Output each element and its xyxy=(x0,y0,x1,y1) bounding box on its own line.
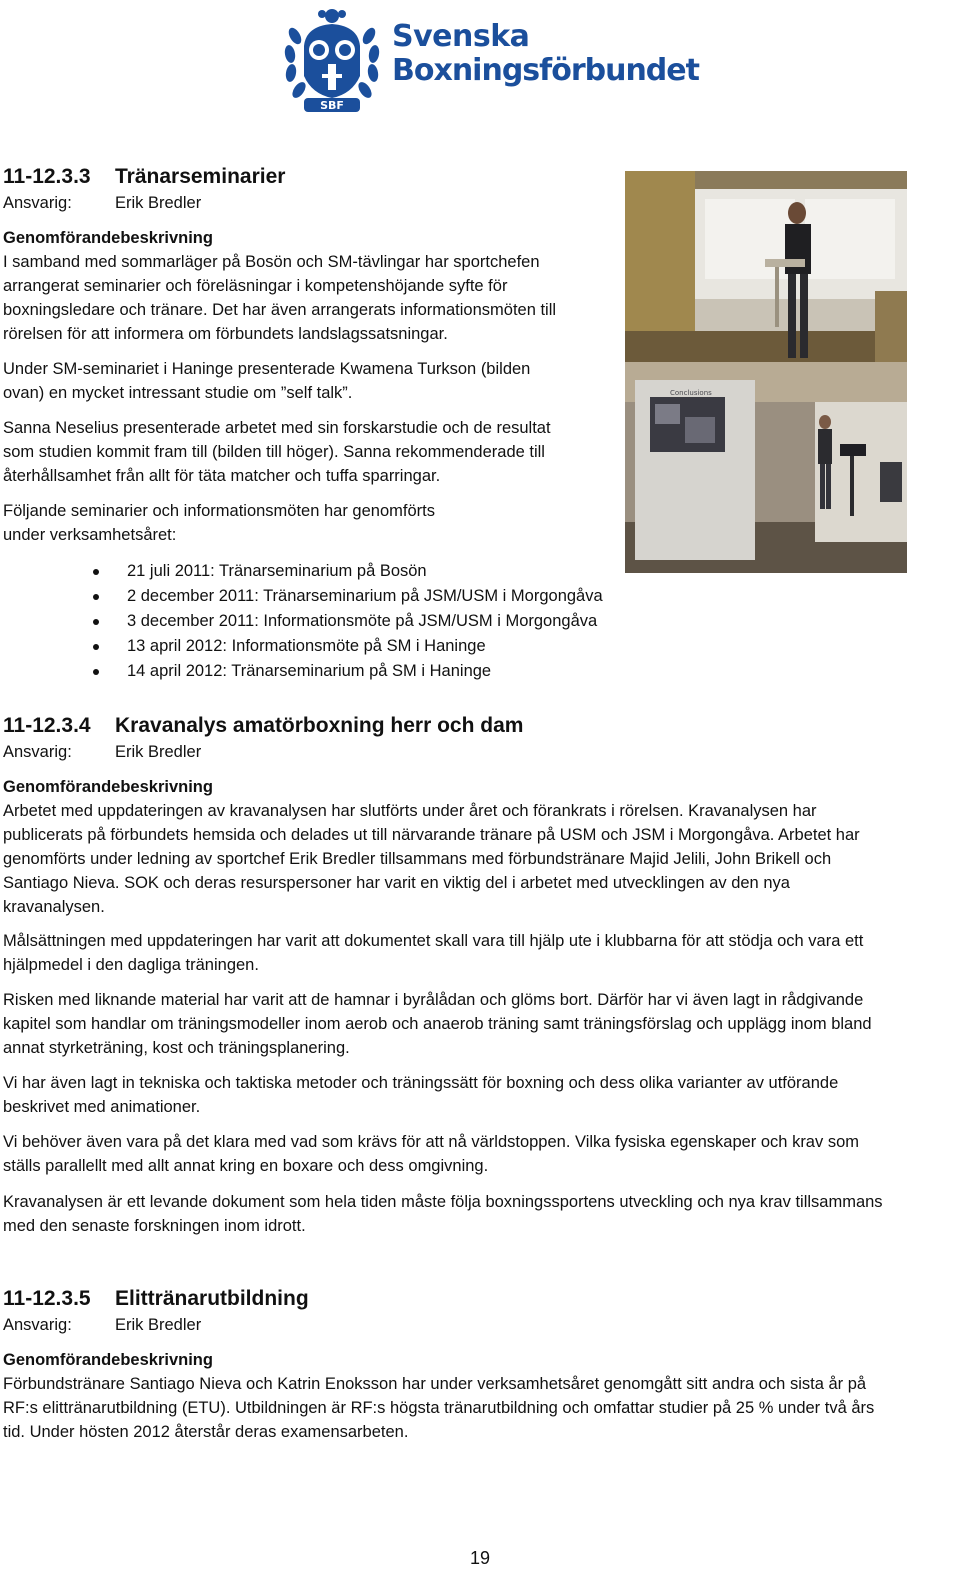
responsible-row xyxy=(3,191,201,215)
emblem-letters: SBF xyxy=(320,99,344,112)
text-line: Sanna Neselius presenterade arbetet med sin forskarstudie och de resultat xyxy=(3,419,551,437)
text-line: Santiago Nieva. SOK och deras resurspersoner har varit en viktig del i arbetet med utvecklingen av den nya xyxy=(3,874,790,892)
subheading: Genomförandebeskrivning xyxy=(3,778,213,796)
text-line: RF:s elittränarutbildning (ETU). Utbildningen är RF:s högsta tränarutbildning och omfattar studier på 25 % under två års xyxy=(3,1399,875,1417)
list-item xyxy=(0,609,603,634)
text-line: under verksamhetsåret: xyxy=(3,526,177,544)
list-item-text: 2 december 2011: Tränarseminarium på JSM/USM i Morgongåva xyxy=(127,587,603,605)
photo-presentation-screen xyxy=(625,362,907,573)
text-line: återhållsamhet från allt för täta matcher och tuffa sparringar. xyxy=(3,467,441,485)
text-line: Kravanalysen är ett levande dokument som hela tiden måste följa boxningssportens utveckling och nya krav tillsammans xyxy=(3,1193,883,1211)
subheading: Genomförandebeskrivning xyxy=(3,229,213,247)
text-line: Följande seminarier och informationsmöten har genomförts xyxy=(3,502,435,520)
text-line: Målsättningen med uppdateringen har varit att dokumentet skall vara till hjälp ute i klubbarna för att stödja och vara ett xyxy=(3,932,864,950)
text-line: Vi har även lagt in tekniska och taktiska metoder och träningssätt för boxning och dess olika varianter av utförande xyxy=(3,1074,839,1092)
text-line: publicerats på förbundets hemsida och delades ut till närvarande tränare på USM och JSM i Morgongåva. Arbetet har xyxy=(3,826,860,844)
paragraph xyxy=(3,1130,859,1178)
text-line: genomförts under ledning av sportchef Erik Bredler tillsammans med förbundstränare Majid Jelili, John Brikell och xyxy=(3,850,832,868)
list-item xyxy=(0,584,603,609)
list-item xyxy=(0,659,603,684)
bullet-icon xyxy=(93,594,99,600)
text-line: Risken med liknande material har varit att de hamnar i byrålådan och glöms bort. Därför har vi även lagt in rådgivande xyxy=(3,991,864,1009)
seminar-list xyxy=(0,559,603,684)
bullet-icon xyxy=(93,619,99,625)
section-number: 11-12.3.5 xyxy=(3,1287,91,1310)
logo-wordmark xyxy=(392,20,699,88)
paragraph xyxy=(3,799,860,919)
section-title: Kravanalys amatörboxning herr och dam xyxy=(115,714,524,737)
responsible-label: Ansvarig: xyxy=(3,743,72,761)
paragraph xyxy=(3,416,551,488)
paragraph xyxy=(3,1372,874,1444)
text-line: beskrivet med animationer. xyxy=(3,1098,201,1116)
list-item-text: 21 juli 2011: Tränarseminarium på Bosön xyxy=(127,562,427,580)
list-item xyxy=(0,634,603,659)
text-line: som studien kommit fram till (bilden till höger). Sanna rekommenderade till xyxy=(3,443,545,461)
text-line: rörelsen för att informera om förbundets landslagssatsningar. xyxy=(3,325,448,343)
page-number: 19 xyxy=(469,1548,491,1568)
svenska-boxningsforbundet-logo xyxy=(282,6,699,114)
list-item-text: 14 april 2012: Tränarseminarium på SM i Haninge xyxy=(127,662,492,680)
paragraph xyxy=(3,357,530,405)
text-line: ovan) en mycket intressant studie om ”self talk”. xyxy=(3,384,353,402)
slide-title: Conclusions xyxy=(670,389,712,397)
text-line: Förbundstränare Santiago Nieva och Katrin Enoksson har under verksamhetsåret genomgått sitt andra och sista år på xyxy=(3,1375,867,1393)
bullet-icon xyxy=(93,669,99,675)
section-number: 11-12.3.4 xyxy=(3,714,91,737)
text-line: annat styrketräning, kost och träningsplanering. xyxy=(3,1039,350,1057)
section-number: 11-12.3.3 xyxy=(3,165,91,188)
responsible-row xyxy=(3,740,201,764)
bullet-icon xyxy=(93,569,99,575)
paragraph xyxy=(3,250,556,346)
text-line: Under SM-seminariet i Haninge presenterade Kwamena Turkson (bilden xyxy=(3,360,531,378)
section-heading xyxy=(3,1285,309,1313)
paragraph xyxy=(3,1071,838,1119)
text-line: med den senaste forskningen inom idrott. xyxy=(3,1217,306,1235)
responsible-name: Erik Bredler xyxy=(115,1316,202,1334)
text-line: ställs parallellt med allt annat kring en boxare och dess omgivning. xyxy=(3,1157,489,1175)
section-title: Elittränarutbildning xyxy=(115,1287,309,1310)
paragraph xyxy=(3,499,435,547)
text-line: arrangerat seminarier och föreläsningar i kompetenshöjande syfte för xyxy=(3,277,508,295)
responsible-row xyxy=(3,1313,201,1337)
text-line: I samband med sommarläger på Bosön och SM-tävlingar har sportchefen xyxy=(3,253,540,271)
photo-presenter-at-lectern xyxy=(625,171,907,362)
responsible-label: Ansvarig: xyxy=(3,194,72,212)
responsible-name: Erik Bredler xyxy=(115,743,202,761)
list-item xyxy=(0,559,603,584)
text-line: hjälpmedel i den dagliga träningen. xyxy=(3,956,259,974)
section-kravanalys xyxy=(3,712,523,740)
paragraph xyxy=(3,988,872,1060)
text-line: Arbetet med uppdateringen av kravanalysen har slutförts under året och förankrats i rörelsen. Kravanalysen har xyxy=(3,802,817,820)
responsible-label: Ansvarig: xyxy=(3,1316,72,1334)
section-tranarseminarier xyxy=(3,163,285,191)
text-line: kravanalysen. xyxy=(3,898,105,916)
text-line: kapitel som handlar om träningsmodeller inom aerob och anaerob träning samt träningsförslag och upplägg inom bland xyxy=(3,1015,872,1033)
bullet-icon xyxy=(93,644,99,650)
paragraph xyxy=(3,1190,883,1238)
responsible-name: Erik Bredler xyxy=(115,194,202,212)
section-heading xyxy=(3,163,285,191)
section-heading xyxy=(3,712,523,740)
section-elittranarutbildning xyxy=(3,1285,309,1313)
list-item-text: 13 april 2012: Informationsmöte på SM i Haninge xyxy=(127,637,486,655)
section-title: Tränarseminarier xyxy=(115,165,286,188)
logo-line-1: Svenska xyxy=(392,19,530,54)
text-line: Vi behöver även vara på det klara med vad som krävs för att nå världstoppen. Vilka fysiska egenskaper och krav som xyxy=(3,1133,859,1151)
sbf-emblem-icon xyxy=(282,6,382,114)
subheading: Genomförandebeskrivning xyxy=(3,1351,213,1369)
list-item-text: 3 december 2011: Informationsmöte på JSM/USM i Morgongåva xyxy=(127,612,598,630)
logo-line-2: Boxningsförbundet xyxy=(392,53,699,88)
paragraph xyxy=(3,929,863,977)
text-line: tid. Under hösten 2012 återstår deras examensarbeten. xyxy=(3,1423,409,1441)
text-line: boxningsledare och tränare. Det har även arrangerats informationsmöten till xyxy=(3,301,557,319)
